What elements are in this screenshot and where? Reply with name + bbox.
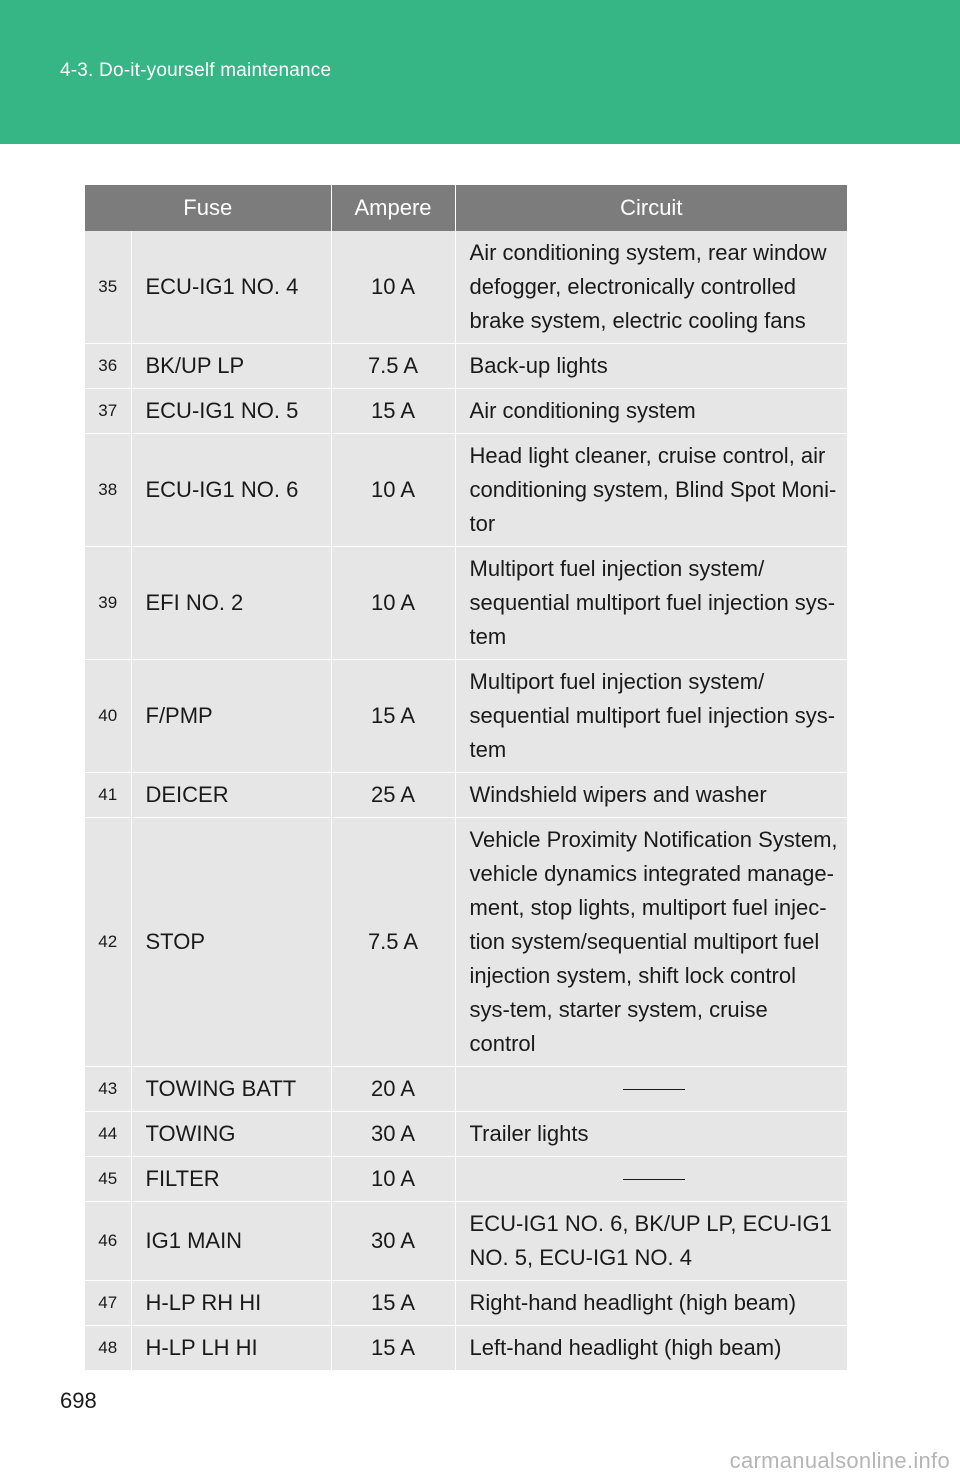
- fuse-name: ECU-IG1 NO. 5: [131, 389, 331, 434]
- fuse-name: H-LP RH HI: [131, 1281, 331, 1326]
- fuse-circuit: Windshield wipers and washer: [455, 773, 847, 818]
- fuse-name: F/PMP: [131, 660, 331, 773]
- fuse-circuit: Vehicle Proximity Notification System, vehicle dynamics integrated manage-ment, stop lights, multiport fuel injec-tion system/sequential multiport fuel injection system, shift lock control sys-tem, starter system, cruise control: [455, 818, 847, 1067]
- no-circuit-dash: [623, 1179, 685, 1180]
- fuse-ampere: 15 A: [331, 389, 455, 434]
- fuse-name: ECU-IG1 NO. 6: [131, 434, 331, 547]
- fuse-number: 35: [85, 231, 131, 344]
- fuse-number: 44: [85, 1112, 131, 1157]
- fuse-circuit: Air conditioning system: [455, 389, 847, 434]
- fuse-ampere: 7.5 A: [331, 344, 455, 389]
- fuse-ampere: 10 A: [331, 434, 455, 547]
- fuse-circuit: Air conditioning system, rear window defogger, electronically controlled brake system, electric cooling fans: [455, 231, 847, 344]
- section-title: 4-3. Do-it-yourself maintenance: [60, 60, 332, 81]
- fuse-table: [85, 185, 847, 1371]
- table-row: [85, 773, 847, 818]
- fuse-rows: [85, 231, 847, 1371]
- fuse-name: BK/UP LP: [131, 344, 331, 389]
- fuse-circuit-empty: [455, 1067, 847, 1112]
- fuse-ampere: 15 A: [331, 660, 455, 773]
- fuse-ampere: 10 A: [331, 547, 455, 660]
- table-row: [85, 1202, 847, 1281]
- column-header-ampere: Ampere: [331, 185, 455, 231]
- fuse-ampere: 10 A: [331, 1157, 455, 1202]
- fuse-name: STOP: [131, 818, 331, 1067]
- fuse-name: TOWING: [131, 1112, 331, 1157]
- fuse-number: 36: [85, 344, 131, 389]
- fuse-ampere: 10 A: [331, 231, 455, 344]
- fuse-number: 38: [85, 434, 131, 547]
- fuse-ampere: 30 A: [331, 1202, 455, 1281]
- fuse-circuit: Left-hand headlight (high beam): [455, 1326, 847, 1371]
- table-row: [85, 344, 847, 389]
- fuse-ampere: 20 A: [331, 1067, 455, 1112]
- fuse-circuit: Multiport fuel injection system/ sequential multiport fuel injection sys-tem: [455, 660, 847, 773]
- fuse-number: 43: [85, 1067, 131, 1112]
- fuse-circuit: ECU-IG1 NO. 6, BK/UP LP, ECU-IG1 NO. 5, ECU-IG1 NO. 4: [455, 1202, 847, 1281]
- table-row: [85, 1157, 847, 1202]
- fuse-number: 42: [85, 818, 131, 1067]
- fuse-number: 45: [85, 1157, 131, 1202]
- fuse-number: 46: [85, 1202, 131, 1281]
- table-row: [85, 1112, 847, 1157]
- table-row: [85, 1281, 847, 1326]
- fuse-ampere: 30 A: [331, 1112, 455, 1157]
- fuse-circuit: Right-hand headlight (high beam): [455, 1281, 847, 1326]
- table-row: [85, 547, 847, 660]
- fuse-ampere: 25 A: [331, 773, 455, 818]
- fuse-name: H-LP LH HI: [131, 1326, 331, 1371]
- fuse-circuit-empty: [455, 1157, 847, 1202]
- fuse-number: 48: [85, 1326, 131, 1371]
- fuse-name: EFI NO. 2: [131, 547, 331, 660]
- table-row: [85, 231, 847, 344]
- table-row: [85, 389, 847, 434]
- fuse-ampere: 7.5 A: [331, 818, 455, 1067]
- page-number: 698: [60, 1388, 97, 1413]
- table-header-row: [85, 185, 847, 231]
- fuse-ampere: 15 A: [331, 1281, 455, 1326]
- fuse-circuit: Trailer lights: [455, 1112, 847, 1157]
- fuse-circuit: Back-up lights: [455, 344, 847, 389]
- fuse-number: 41: [85, 773, 131, 818]
- header-band: [0, 0, 960, 144]
- fuse-name: ECU-IG1 NO. 4: [131, 231, 331, 344]
- fuse-number: 37: [85, 389, 131, 434]
- fuse-name: IG1 MAIN: [131, 1202, 331, 1281]
- watermark: carmanualsonline.info: [729, 1448, 950, 1473]
- fuse-ampere: 15 A: [331, 1326, 455, 1371]
- fuse-number: 40: [85, 660, 131, 773]
- table-row: [85, 434, 847, 547]
- table-row: [85, 660, 847, 773]
- fuse-number: 39: [85, 547, 131, 660]
- no-circuit-dash: [623, 1089, 685, 1090]
- fuse-name: FILTER: [131, 1157, 331, 1202]
- table-row: [85, 1067, 847, 1112]
- column-header-circuit: Circuit: [455, 185, 847, 231]
- fuse-number: 47: [85, 1281, 131, 1326]
- column-header-fuse: Fuse: [85, 185, 331, 231]
- table-row: [85, 1326, 847, 1371]
- fuse-circuit: Multiport fuel injection system/ sequential multiport fuel injection sys-tem: [455, 547, 847, 660]
- fuse-name: TOWING BATT: [131, 1067, 331, 1112]
- table-row: [85, 818, 847, 1067]
- fuse-name: DEICER: [131, 773, 331, 818]
- fuse-circuit: Head light cleaner, cruise control, air conditioning system, Blind Spot Moni-tor: [455, 434, 847, 547]
